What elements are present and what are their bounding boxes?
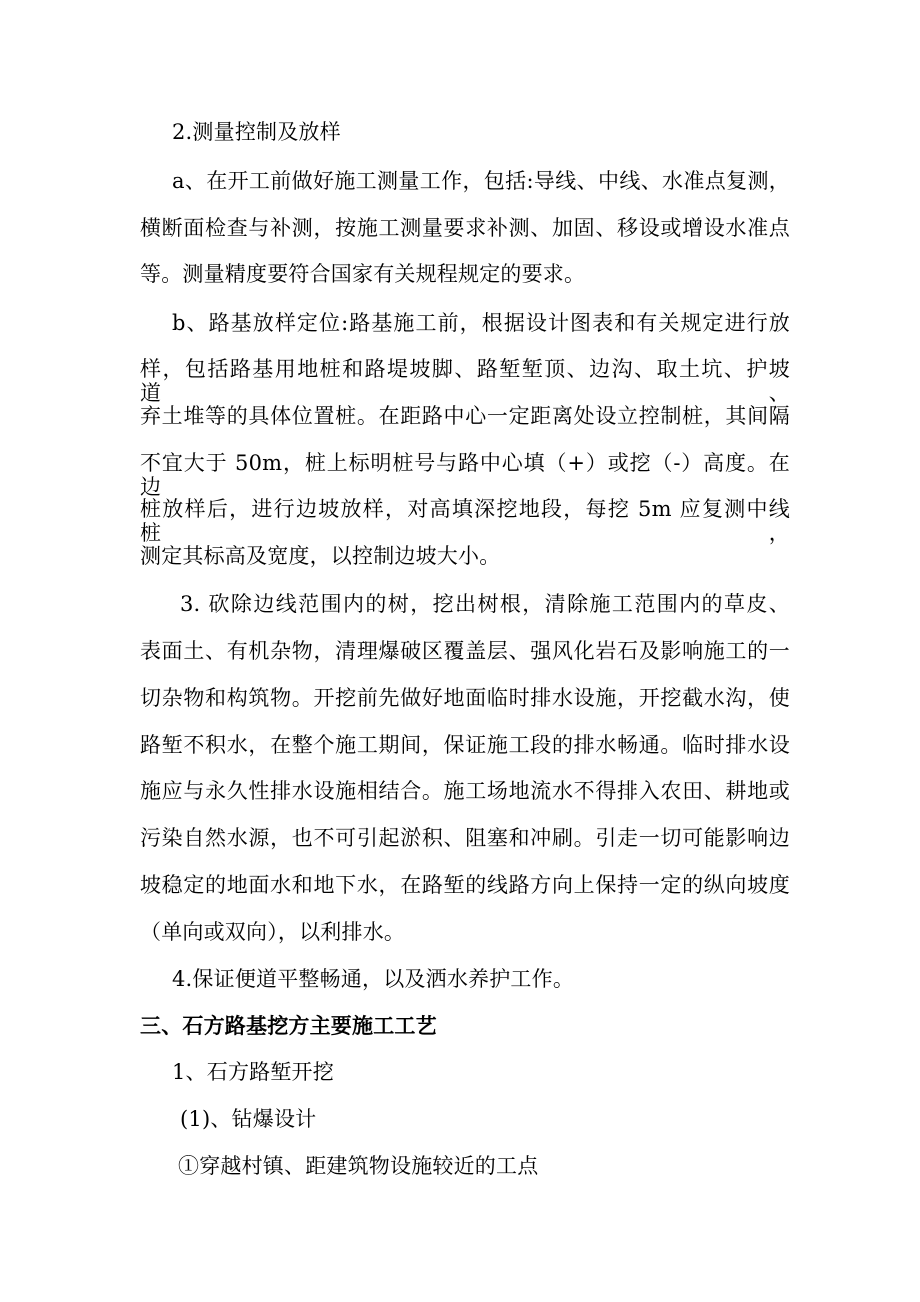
para-b-line-4: 不宜大于 50m，桩上标明桩号与路中心填（+）或挖（-）高度。在边 (140, 451, 790, 499)
para-b-line-5: 桩放样后，进行边坡放样，对高填深挖地段，每挖 5m 应复测中线桩， (140, 497, 790, 545)
subheading-drilling-design: (1)、钻爆设计 (180, 1107, 317, 1131)
para-b-line-2: 样，包括路基用地桩和路堤坡脚、路堑堑顶、边沟、取土坑、护坡道、 (140, 357, 790, 405)
para-a-line-1: a、在开工前做好施工测量工作，包括:导线、中线、水准点复测， (172, 169, 790, 193)
para-a-line-2: 横断面检查与补测，按施工测量要求补测、加固、移设或增设水准点 (140, 216, 790, 240)
section-2-title: 2.测量控制及放样 (172, 120, 341, 144)
section-3-line-3: 切杂物和构筑物。开挖前先做好地面临时排水设施，开挖截水沟，使 (140, 686, 790, 710)
para-b-line-6: 测定其标高及宽度，以控制边坡大小。 (140, 544, 501, 568)
para-a-line-3: 等。测量精度要符合国家有关规程规定的要求。 (140, 262, 586, 286)
item-village-worksite: ①穿越村镇、距建筑物设施较近的工点 (178, 1154, 539, 1178)
para-b-line-3: 弃土堆等的具体位置桩。在距路中心一定距离处设立控制桩，其间隔 (140, 404, 790, 428)
section-3-line-4: 路堑不积水，在整个施工期间，保证施工段的排水畅通。临时排水设 (140, 733, 790, 757)
section-3-line-1: 3. 砍除边线范围内的树，挖出树根，清除施工范围内的草皮、 (180, 592, 790, 616)
section-3-line-6: 污染自然水源，也不可引起淤积、阻塞和冲刷。引走一切可能影响边 (140, 826, 790, 850)
section-3-line-2: 表面土、有机杂物，清理爆破区覆盖层、强风化岩石及影响施工的一 (140, 639, 790, 663)
para-b-line-1: b、路基放样定位:路基施工前，根据设计图表和有关规定进行放 (172, 311, 790, 335)
section-3-line-5: 施应与永久性排水设施相结合。施工场地流水不得排入农田、耕地或 (140, 779, 790, 803)
section-4-line: 4.保证便道平整畅通，以及洒水养护工作。 (172, 967, 575, 991)
section-3-line-8: （单向或双向），以利排水。 (140, 920, 406, 944)
section-3-line-7: 坡稳定的地面水和地下水，在路堑的线路方向上保持一定的纵向坡度 (140, 873, 790, 897)
heading-stone-roadbed: 三、石方路基挖方主要施工工艺 (140, 1014, 437, 1038)
subheading-rock-cut: 1、石方路堑开挖 (172, 1060, 334, 1084)
